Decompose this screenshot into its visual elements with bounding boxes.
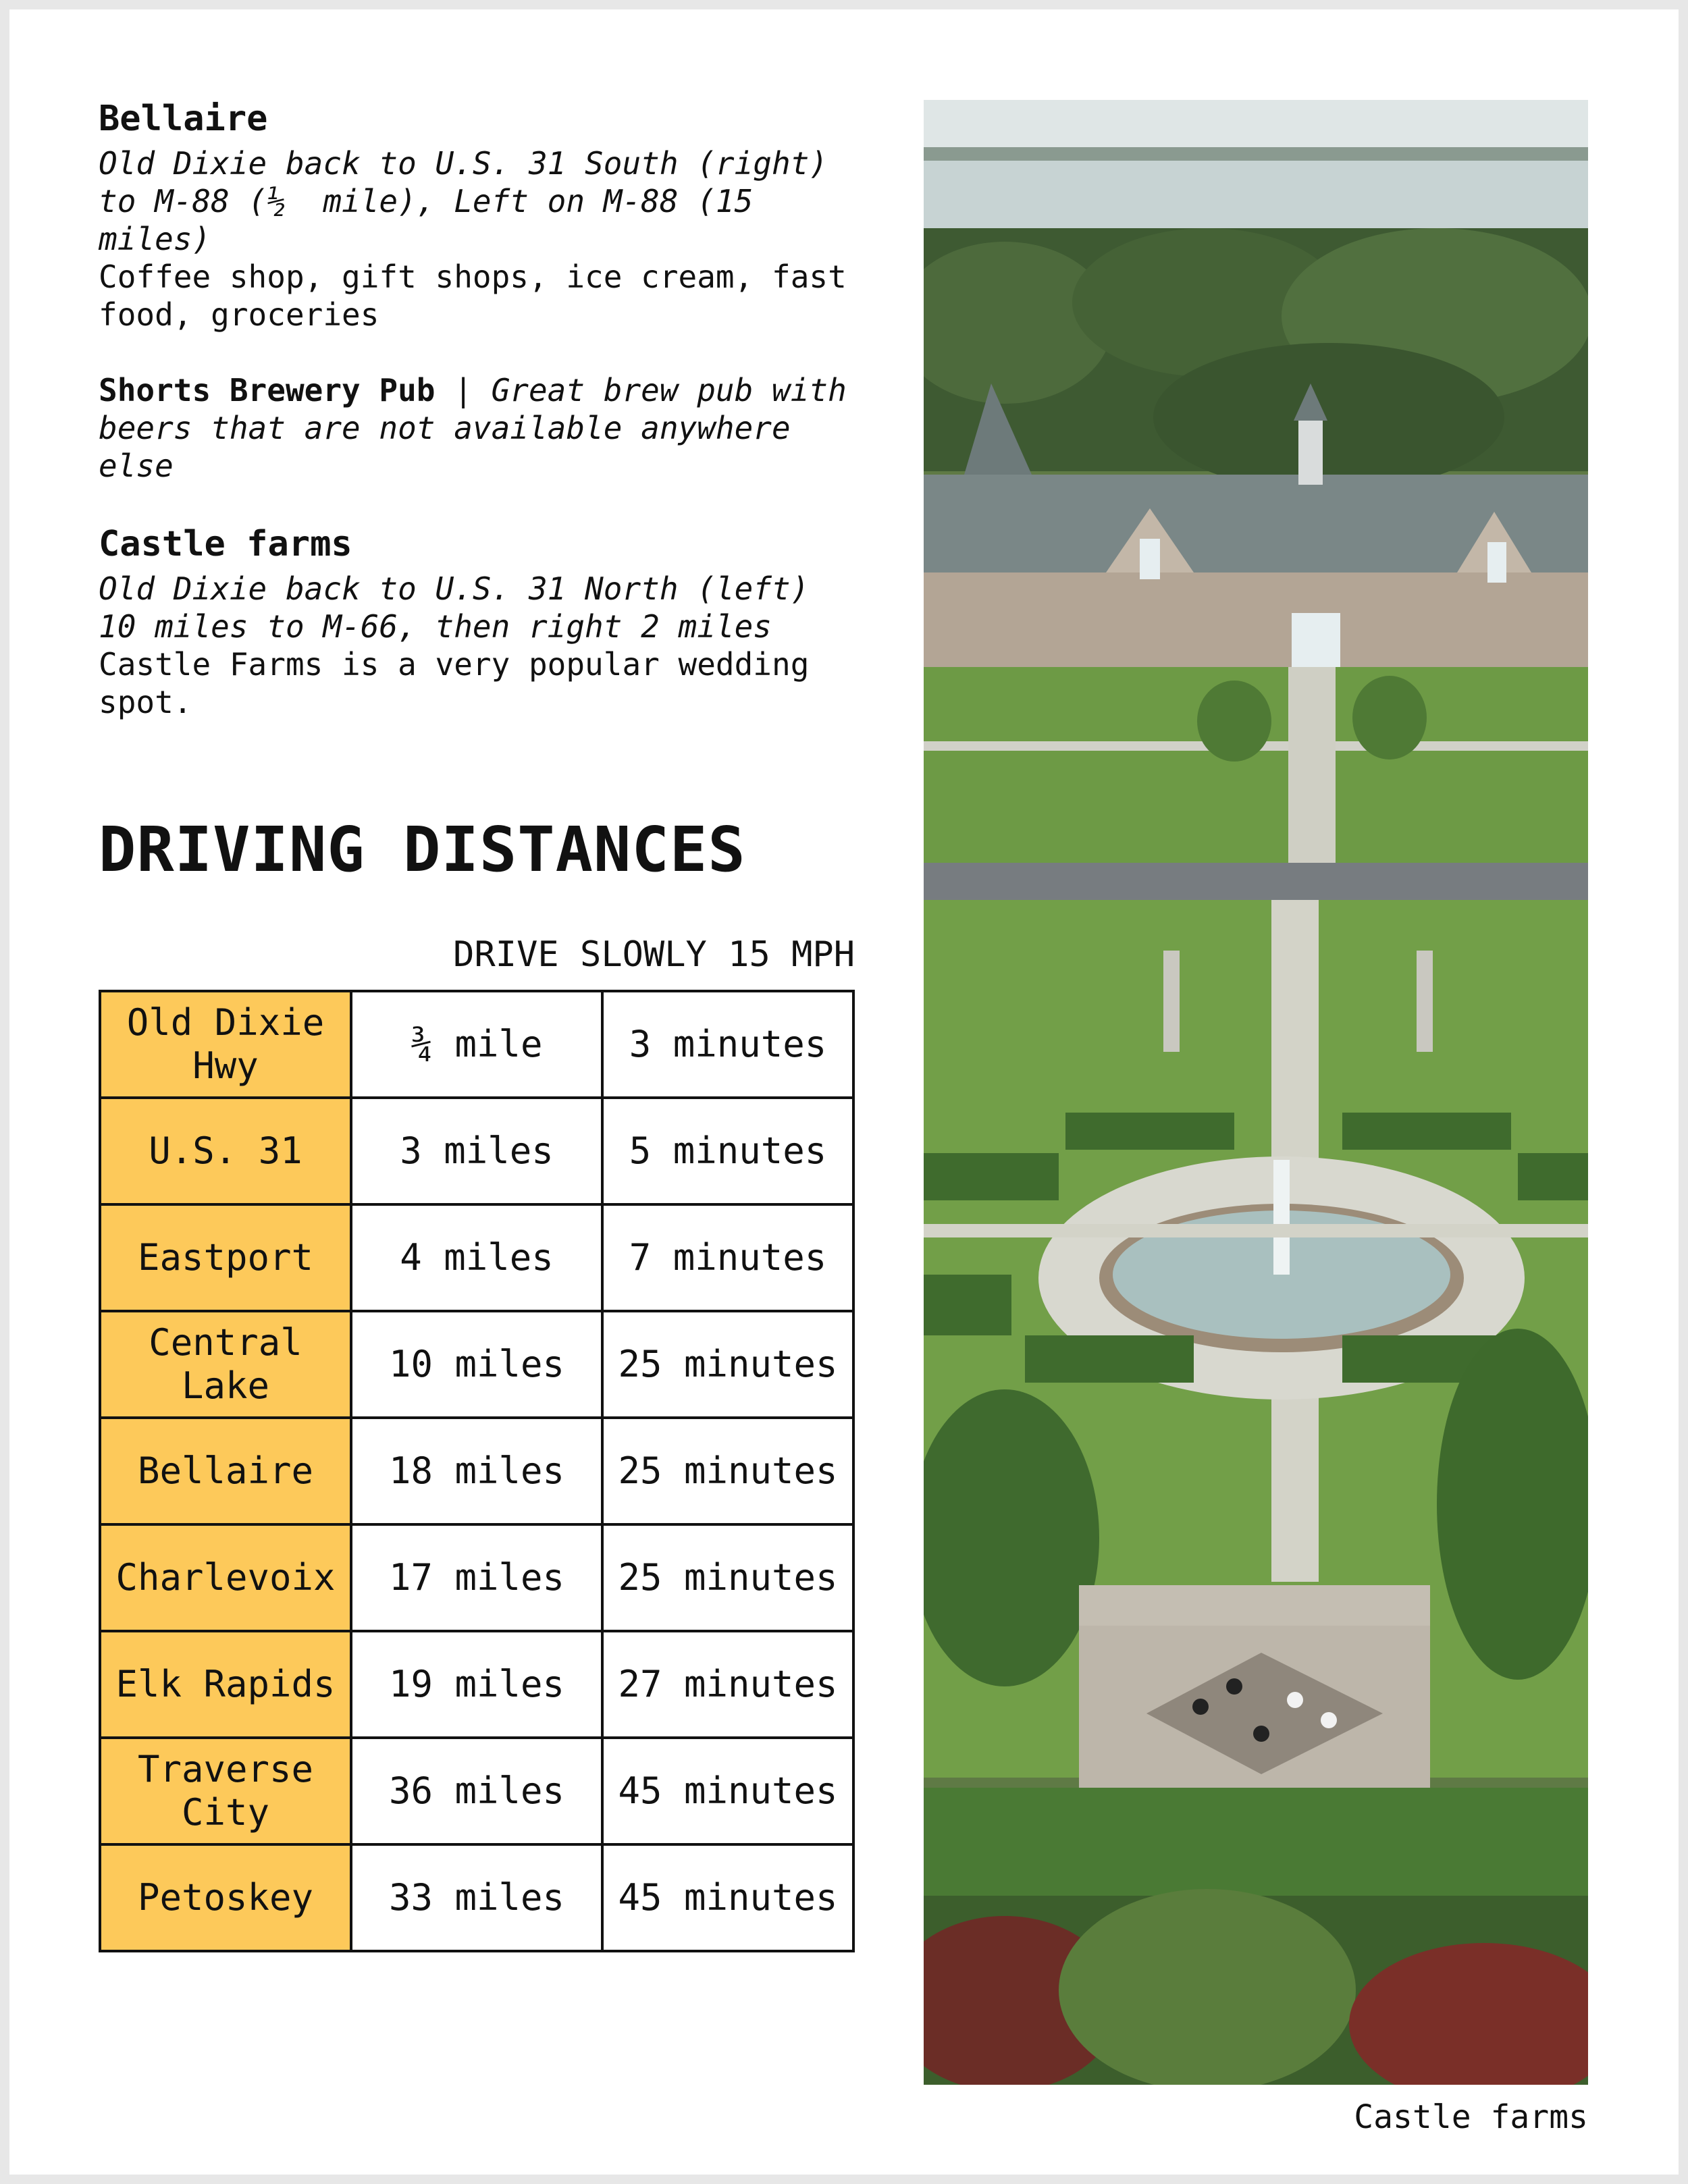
table-row (100, 1311, 853, 1418)
left-column (99, 97, 855, 721)
time-cell: 45 minutes (602, 1844, 853, 1951)
distance-cell: 4 miles (351, 1204, 602, 1311)
distance-cell: 18 miles (351, 1418, 602, 1524)
distance-cell: 33 miles (351, 1844, 602, 1951)
distance-cell: 10 miles (351, 1311, 602, 1418)
place-cell: Old Dixie Hwy (100, 991, 351, 1098)
table-row (100, 1204, 853, 1311)
shorts-separator: | (435, 372, 492, 408)
castle-description: Castle Farms is a very popular wedding spot. (99, 646, 810, 720)
castle-farms-aerial-illustration (924, 100, 1588, 2085)
speed-note: DRIVE SLOWLY 15 MPH (453, 934, 855, 975)
castle-directions: Old Dixie back to U.S. 31 North (left) 10 miles to M-66, then right 2 miles (99, 570, 828, 645)
distance-cell: 36 miles (351, 1738, 602, 1844)
shorts-name: Shorts Brewery Pub (99, 372, 436, 408)
castle-title: Castle farms (99, 524, 352, 564)
time-cell: 3 minutes (602, 991, 853, 1098)
place-cell: Petoskey (100, 1844, 351, 1951)
distance-cell: 3 miles (351, 1098, 602, 1204)
table-row (100, 1418, 853, 1524)
photo-caption: Castle farms (1354, 2098, 1588, 2136)
place-cell: Charlevoix (100, 1524, 351, 1631)
bellaire-directions: Old Dixie back to U.S. 31 South (right) to M-88 (½ mile), Left on M-88 (15 miles) (99, 145, 847, 257)
time-cell: 45 minutes (602, 1738, 853, 1844)
page (9, 9, 1679, 2175)
place-cell: Bellaire (100, 1418, 351, 1524)
castle-farms-photo (924, 100, 1588, 2085)
table-row (100, 991, 853, 1098)
table-row (100, 1738, 853, 1844)
distance-cell: 17 miles (351, 1524, 602, 1631)
table-row (100, 1098, 853, 1204)
distances-table (99, 990, 855, 1952)
place-cell: U.S. 31 (100, 1098, 351, 1204)
place-cell: Central Lake (100, 1311, 351, 1418)
driving-distances-heading: DRIVING DISTANCES (99, 814, 746, 886)
table-row (100, 1524, 853, 1631)
distance-cell: 19 miles (351, 1631, 602, 1738)
place-cell: Traverse City (100, 1738, 351, 1844)
place-cell: Eastport (100, 1204, 351, 1311)
time-cell: 25 minutes (602, 1524, 853, 1631)
bellaire-title: Bellaire (99, 99, 268, 139)
shorts-paragraph (99, 371, 855, 485)
time-cell: 25 minutes (602, 1311, 853, 1418)
table-row (100, 1844, 853, 1951)
time-cell: 7 minutes (602, 1204, 853, 1311)
table-row (100, 1631, 853, 1738)
time-cell: 5 minutes (602, 1098, 853, 1204)
bellaire-description: Coffee shop, gift shops, ice cream, fast food, groceries (99, 259, 847, 333)
shorts-description: Great brew pub with beers that are not available anywhere else (99, 372, 847, 484)
time-cell: 27 minutes (602, 1631, 853, 1738)
time-cell: 25 minutes (602, 1418, 853, 1524)
place-cell: Elk Rapids (100, 1631, 351, 1738)
distance-cell: ¾ mile (351, 991, 602, 1098)
